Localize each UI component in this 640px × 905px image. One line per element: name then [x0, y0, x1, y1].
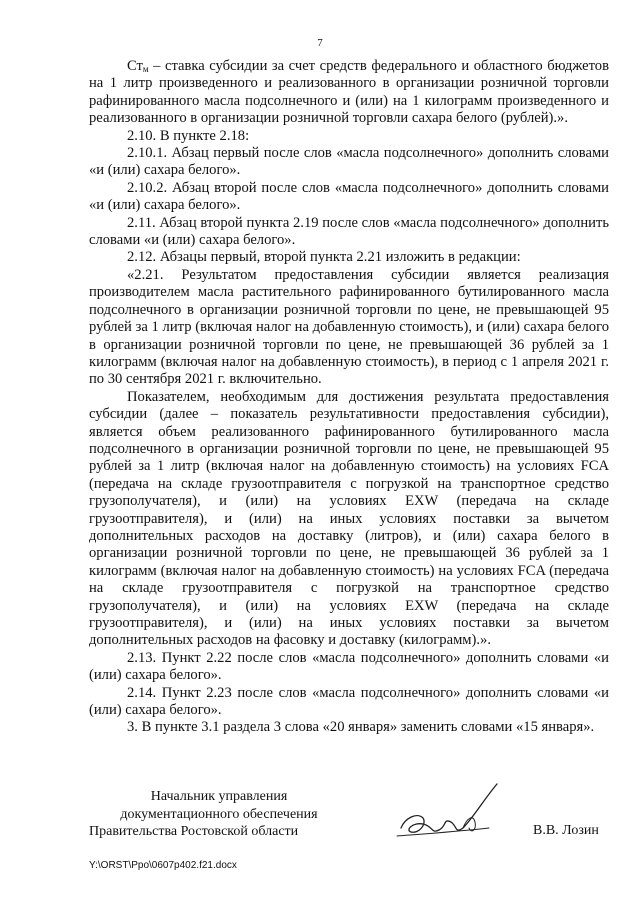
rate-definition-text: – ставка субсидии за счет средств федерального и областного бюджетов на 1 литр произведенного и реализованного в организации розничной торговли рафинированного масла подсолнечного и (или) на 1 килограмм произведенного и реализованного в организации розничной торговли сахара белого (рублей).».: [89, 58, 609, 127]
paragraph-rate-definition: [89, 58, 609, 128]
signatory-title-line-3: Правительства Ростовской области: [89, 824, 299, 839]
paragraph-2-10-2: 2.10.2. Абзац второй после слов «масла подсолнечного» дополнить словами «и (или) сахара белого».: [89, 179, 609, 214]
signatory-title: [89, 788, 349, 841]
paragraph-2-13: 2.13. Пункт 2.22 после слов «масла подсолнечного» дополнить словами «и (или) сахара белого».: [89, 649, 609, 684]
signatory-name: В.В. Лозин: [533, 823, 599, 838]
paragraph-2-14: 2.14. Пункт 2.23 после слов «масла подсолнечного» дополнить словами «и (или) сахара белого».: [89, 684, 609, 719]
page-number: 7: [317, 37, 323, 49]
paragraph-indicator: Показателем, необходимым для достижения результата предоставления субсидии (далее – показатель результативности предоставления субсидии), является объем реализованного рафинированного бутилированного масла подсолнечного в организации розничной торговли по цене, не превышающей 95 рублей за 1 литр (включая налог на добавленную стоимость) на условиях FCA (передача на складе грузоотправителя с погрузкой на транспортное средство грузополучателя), и (или) на условиях EXW (передача на складе грузоотправителя), и (или) на иных условиях поставки за вычетом дополнительных расходов на доставку (литров), и (или) сахара белого в организации розничной торговли по цене, не превышающей 36 рублей за 1 килограмм (включая налог на добавленную стоимость) на условиях FCA (передача на складе грузоотправителя с погрузкой на транспортное средство грузополучателя), и (или) на условиях EXW (передача на складе грузоотправителя), и (или) на иных условиях поставки за вычетом дополнительных расходов на фасовку и доставку (килограмм).».: [89, 388, 609, 649]
paragraph-2-21-result: «2.21. Результатом предоставления субсидии является реализация производителем масла растительного рафинированного бутилированного масла подсолнечного в организации розничной торговли по цене, не превышающей 95 рублей за 1 литр (включая налог на добавленную стоимость), и (или) сахара белого в организации розничной торговли по цене, не превышающей 36 рублей за 1 килограмм (включая налог на добавленную стоимость), в период с 1 апреля 2021 г. по 30 сентября 2021 г. включительно.: [89, 266, 609, 388]
rate-symbol: Ст: [127, 58, 143, 74]
document-body: [89, 58, 609, 737]
rate-symbol-subscript: м: [142, 64, 149, 74]
paragraph-3: 3. В пункте 3.1 раздела 3 слова «20 января» заменить словами «15 января».: [127, 719, 595, 736]
handwritten-signature: [393, 778, 503, 844]
signatory-title-line-1: Начальник управления: [150, 789, 288, 804]
paragraph-2-10: 2.10. В пункте 2.18:: [127, 127, 250, 144]
paragraph-2-12: 2.12. Абзацы первый, второй пункта 2.21 изложить в редакции:: [127, 249, 521, 266]
paragraph-2-11: 2.11. Абзац второй пункта 2.19 после слов «масла подсолнечного» дополнить словами «и (или) сахара белого».: [89, 214, 609, 249]
signatory-title-line-2: документационного обеспечения: [120, 806, 318, 822]
paragraph-2-10-1: 2.10.1. Абзац первый после слов «масла подсолнечного» дополнить словами «и (или) сахара белого».: [89, 145, 609, 179]
file-path-footer: Y:\ORST\Ppo\0607p402.f21.docx: [89, 860, 237, 871]
